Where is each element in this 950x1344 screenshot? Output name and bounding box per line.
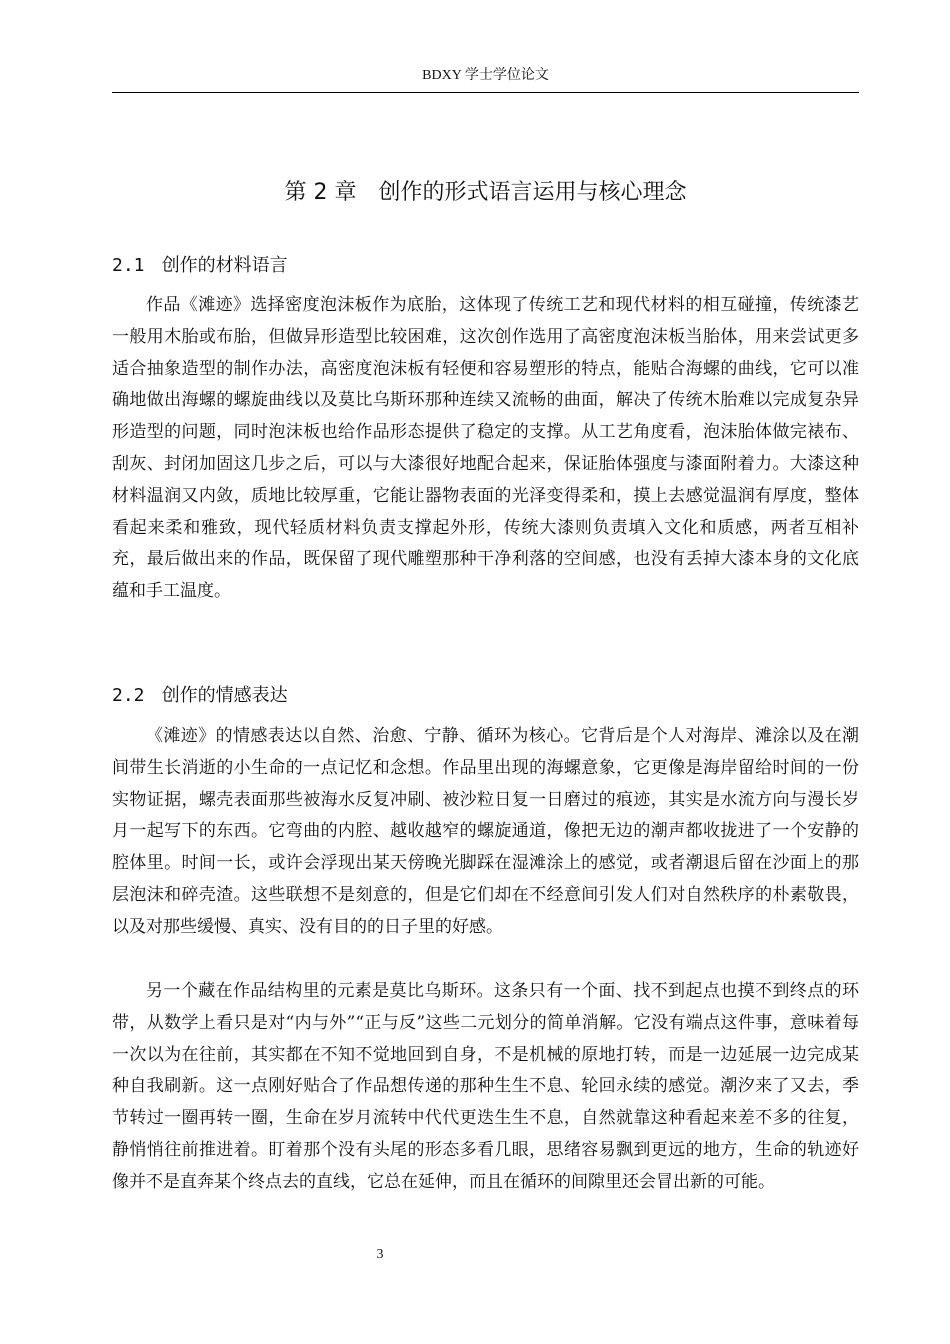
section-title: 创作的情感表达 [161, 685, 288, 706]
body-paragraph: 《滩迹》的情感表达以自然、治愈、宁静、循环为核心。它背后是个人对海岸、滩涂以及在潮间带生长消逝的小生命的一点记忆和念想。作品里出现的海螺意象，它更像是海岸留给时间的一份实物证据，螺壳表面那些被海水反复冲刷、被沙粒日复一日磨过的痕迹，其实是水流方向与漫长岁月一起写下的东西。它弯曲的内腔、越收越窄的螺旋通道，像把无边的潮声都收拢进了一个安静的腔体里。时间一长，或许会浮现出某天傍晚光脚踩在湿滩涂上的感觉，或者潮退后留在沙面上的那层泡沫和碎壳渣。这些联想不是刻意的，但是它们却在不经意间引发人们对自然秩序的朴素敬畏，以及对那些缓慢、真实、没有目的的日子里的好感。 [112, 726, 859, 937]
page-header: BDXY 学士学位论文 [422, 68, 549, 83]
header-divider [112, 92, 859, 93]
body-paragraph: 作品《滩迹》选择密度泡沫板作为底胎，这体现了传统工艺和现代材料的相互碰撞，传统漆艺一般用木胎或布胎，但做异形造型比较困难，这次创作选用了高密度泡沫板当胎体，用来尝试更多适合抽象造型的制作办法，高密度泡沫板有轻便和容易塑形的特点，能贴合海螺的曲线，它可以准确地做出海螺的螺旋曲线以及莫比乌斯环那种连续又流畅的曲面，解决了传统木胎难以完成复杂异形造型的问题，同时泡沫板也给作品形态提供了稳定的支撑。从工艺角度看，泡沫胎体做完裱布、刮灰、封闭加固这几步之后，可以与大漆很好地配合起来，保证胎体强度与漆面附着力。大漆这种材料温润又内敛，质地比较厚重，它能让器物表面的光泽变得柔和，摸上去感觉温润有厚度，整体看起来柔和雅致，现代轻质材料负责支撑起外形，传统大漆则负责填入文化和质感，两者互相补充，最后做出来的作品，既保留了现代雕塑那种干净利落的空间感，也没有丢掉大漆本身的文化底蕴和手工温度。 [112, 295, 859, 602]
body-paragraph: 另一个藏在作品结构里的元素是莫比乌斯环。这条只有一个面、找不到起点也摸不到终点的环带，从数学上看只是对“内与外”“正与反”这些二元划分的简单消解。它没有端点这件事，意味着每一次以为在往前，其实都在不知不觉地回到自身，不是机械的原地打转，而是一边延展一边完成某种自我刷新。这一点刚好贴合了作品想传递的那种生生不息、轮回永续的感觉。潮汐来了又去，季节转过一圈再转一圈，生命在岁月流转中代代更迭生生不息，自然就靠这种看起来差不多的往复，静悄悄往前推进着。盯着那个没有头尾的形态多看几眼，思绪容易飘到更远的地方，生命的轨迹好像并不是直奔某个终点去的直线，它总在延伸，而且在循环的间隙里还会冒出新的可能。 [112, 981, 859, 1192]
section-heading-2-2 [112, 683, 288, 709]
section-title: 创作的材料语言 [161, 255, 288, 276]
chapter-title: 第 2 章 创作的形式语言运用与核心理念 [284, 180, 687, 205]
section-number: 2.2 [112, 685, 145, 706]
section-heading-2-1 [112, 253, 288, 279]
section-number: 2.1 [112, 255, 145, 276]
page-number: 3 [376, 1247, 384, 1262]
